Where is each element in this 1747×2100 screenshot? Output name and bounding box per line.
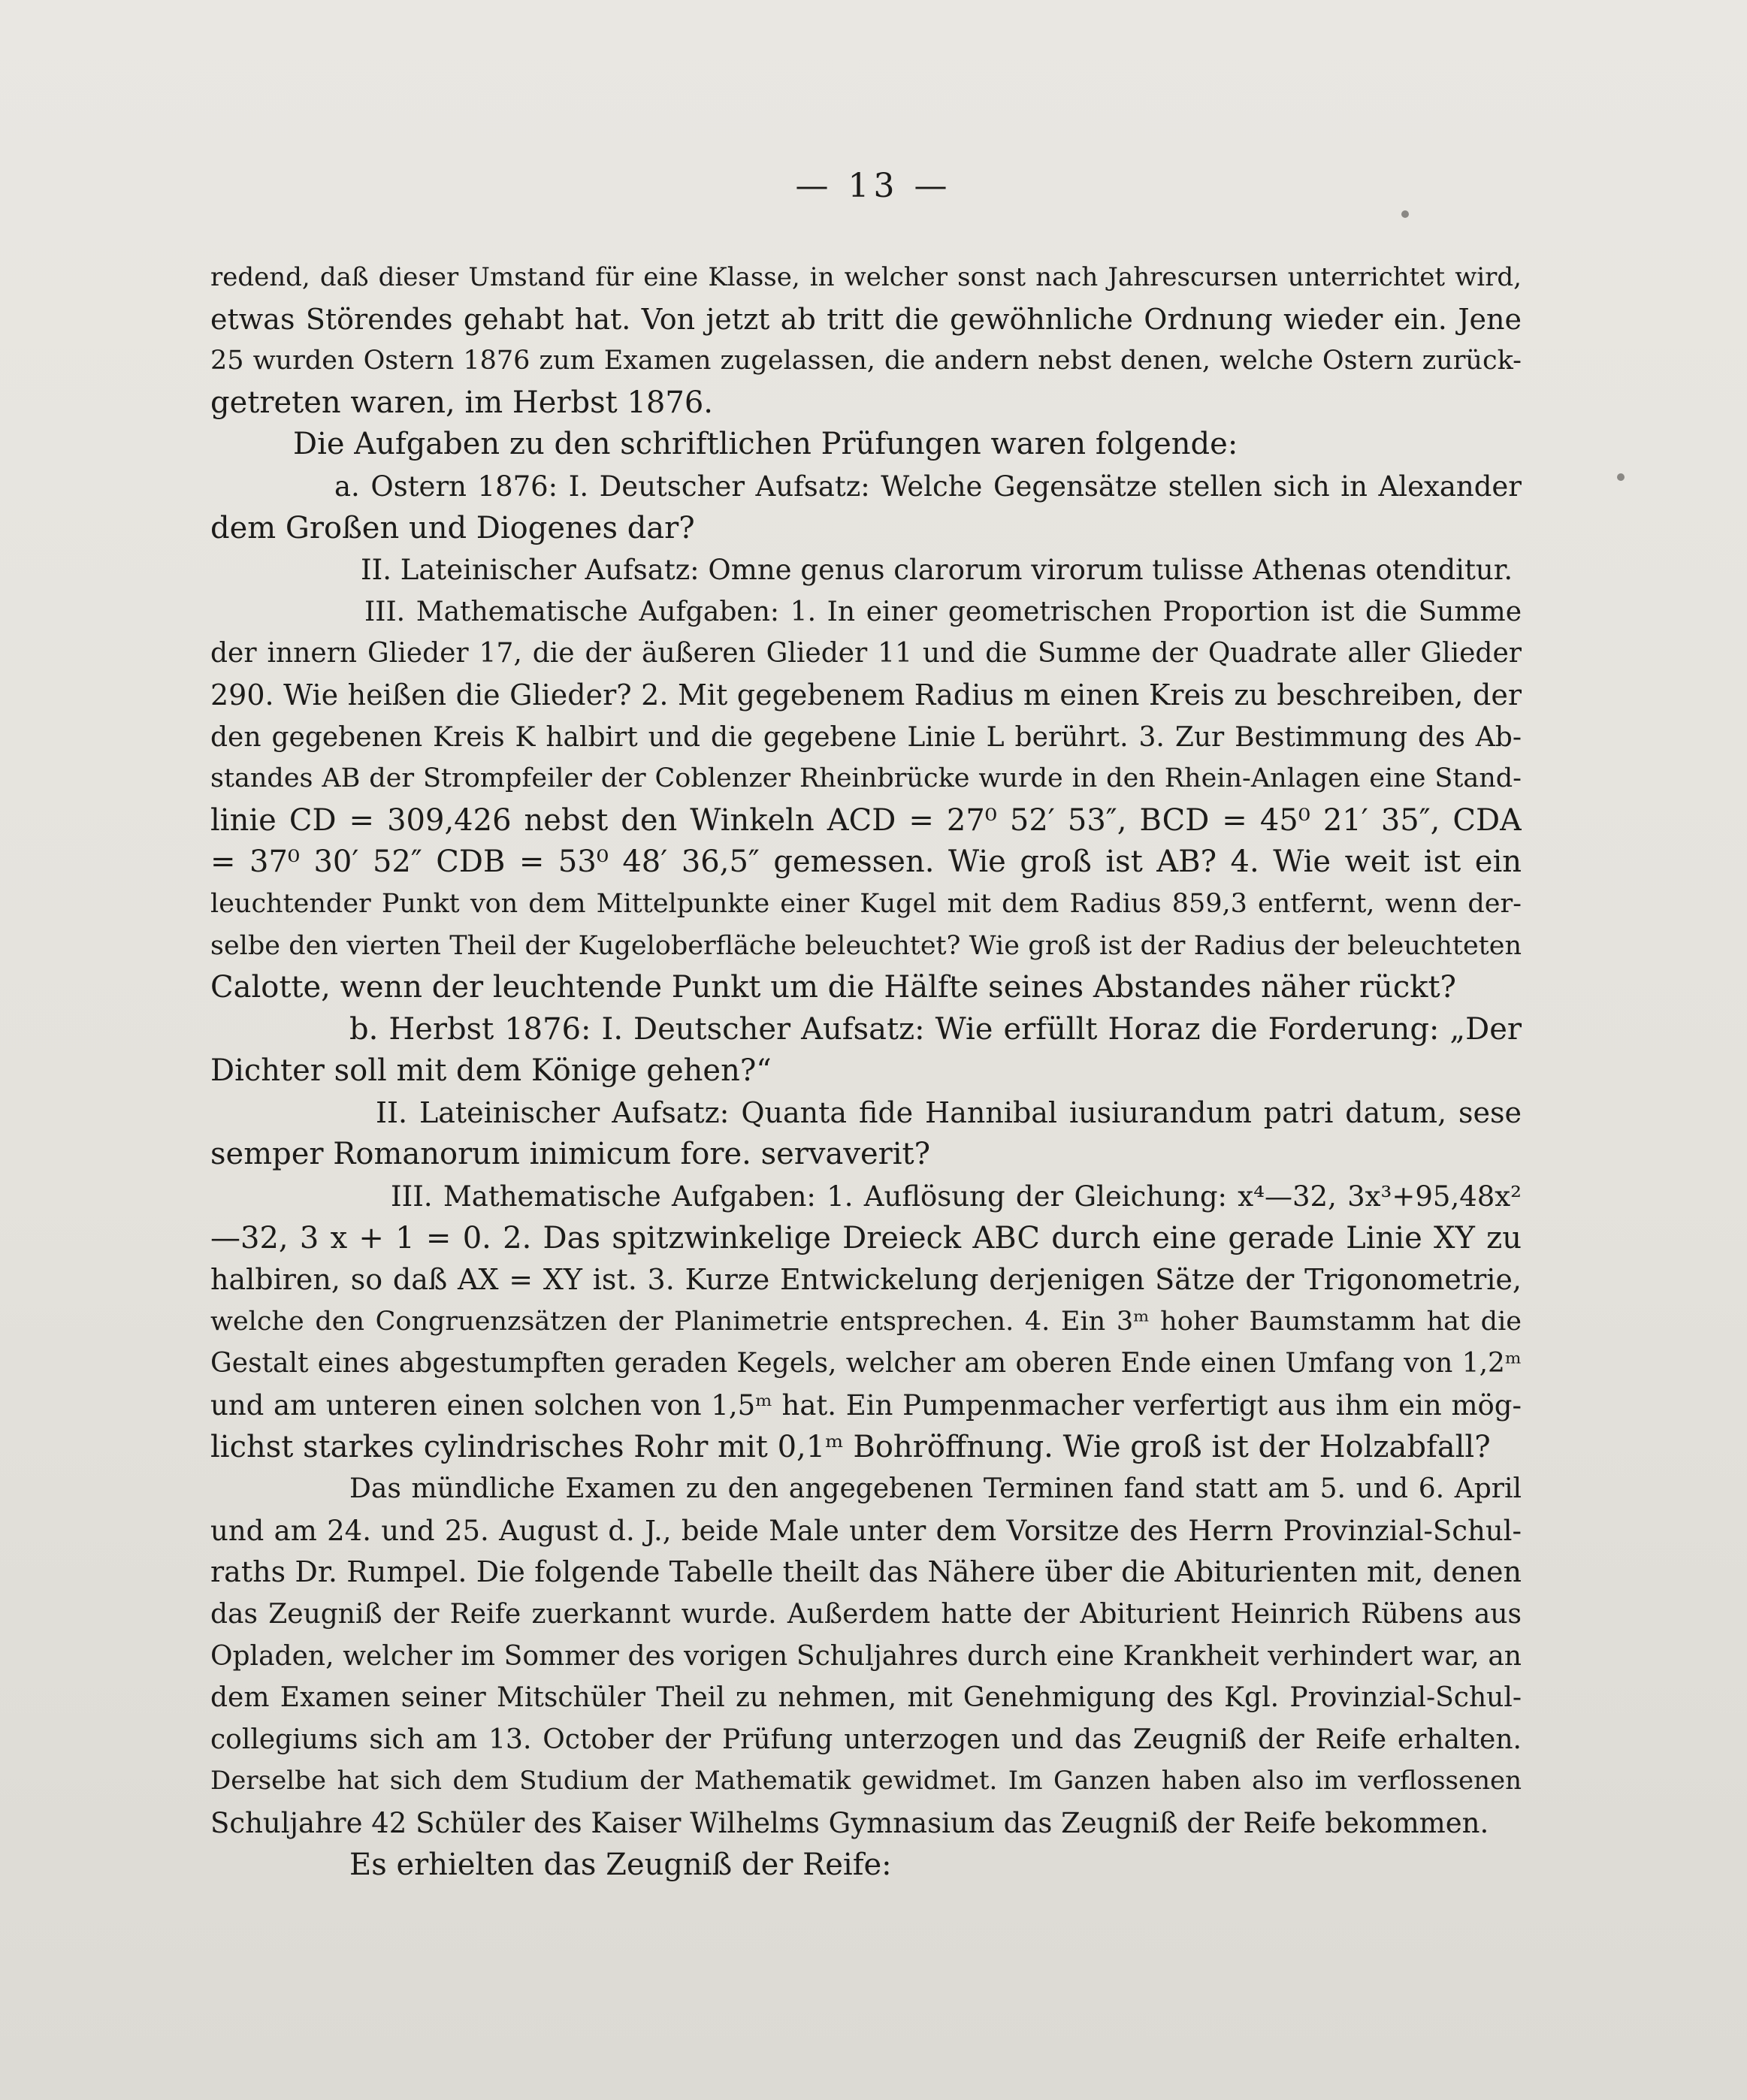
- page-number: — 13 —: [795, 167, 952, 205]
- text-line: collegiums sich am 13. October der Prüfung unterzogen und das Zeugniß der Reife erhalten.: [210, 1724, 1522, 1755]
- text-line: das Zeugniß der Reife zuerkannt wurde. Außerdem hatte der Abiturient Heinrich Rübens aus: [210, 1599, 1522, 1630]
- text-line: raths Dr. Rumpel. Die folgende Tabelle theilt das Nähere über die Abiturienten mit, denen: [210, 1555, 1522, 1589]
- text-line: der innern Glieder 17, die der äußeren Glieder 11 und die Summe der Quadrate aller Glieder: [210, 638, 1522, 669]
- text-line: linie CD = 309,426 nebst den Winkeln ACD = 27⁰ 52′ 53″, BCD = 45⁰ 21′ 35″, CDA: [210, 802, 1522, 838]
- text-line: II. Lateinischer Aufsatz: Quanta fide Hannibal iusiurandum patri datum, sese: [376, 1095, 1522, 1129]
- text-line: a. Ostern 1876: I. Deutscher Aufsatz: Welche Gegensätze stellen sich in Alexander: [334, 470, 1522, 503]
- text-line: III. Mathematische Aufgaben: 1. In einer geometrischen Proportion ist die Summe: [364, 596, 1522, 627]
- text-line: getreten waren, im Herbst 1876.: [210, 385, 713, 420]
- ink-speck: [1617, 473, 1625, 481]
- text-line: halbiren, so daß AX = XY ist. 3. Kurze Entwickelung derjenigen Sätze der Trigonometrie,: [210, 1263, 1522, 1297]
- text-line: = 37⁰ 30′ 52″ CDB = 53⁰ 48′ 36,5″ gemessen. Wie groß ist AB? 4. Wie weit ist ein: [210, 845, 1522, 880]
- text-line: standes AB der Strompfeiler der Coblenzer Rheinbrücke wurde in den Rhein-Anlagen eine Stand-: [210, 763, 1522, 794]
- text-line: etwas Störendes gehabt hat. Von jetzt ab tritt die gewöhnliche Ordnung wieder ein. Jene: [210, 302, 1522, 336]
- text-line: b. Herbst 1876: I. Deutscher Aufsatz: Wie erfüllt Horaz die Forderung: „Der: [349, 1011, 1522, 1047]
- text-line: dem Examen seiner Mitschüler Theil zu nehmen, mit Genehmigung des Kgl. Provinzial-Schul-: [210, 1682, 1522, 1714]
- text-line: Gestalt eines abgestumpften geraden Kegels, welcher am oberen Ende einen Umfang von 1,2ᵐ: [210, 1348, 1522, 1379]
- text-line: 290. Wie heißen die Glieder? 2. Mit gegebenem Radius m einen Kreis zu beschreiben, der: [210, 678, 1522, 712]
- body-text: [210, 257, 1522, 1886]
- text-line: lichst starkes cylindrisches Rohr mit 0,1ᵐ Bohröffnung. Wie groß ist der Holzabfall?: [210, 1429, 1491, 1464]
- text-line: —32, 3 x + 1 = 0. 2. Das spitzwinkelige Dreieck ABC durch eine gerade Linie XY zu: [210, 1220, 1522, 1255]
- text-line: redend, daß dieser Umstand für eine Klasse, in welcher sonst nach Jahrescursen unterrichtet wird,: [210, 262, 1522, 292]
- text-line: III. Mathematische Aufgaben: 1. Auflösung der Gleichung: x⁴—32, 3x³+95,48x²: [391, 1180, 1522, 1213]
- bleed-through-marks: [751, 225, 787, 260]
- text-line: Calotte, wenn der leuchtende Punkt um die Hälfte seines Abstandes näher rückt?: [210, 970, 1456, 1005]
- text-line: und am unteren einen solchen von 1,5ᵐ hat. Ein Pumpenmacher verfertigt aus ihm ein mög-: [210, 1389, 1522, 1422]
- text-line: Es erhielten das Zeugniß der Reife:: [349, 1847, 892, 1882]
- text-line: 25 wurden Ostern 1876 zum Examen zugelassen, die andern nebst denen, welche Ostern zurück-: [210, 346, 1522, 376]
- text-line: Dichter soll mit dem Könige gehen?“: [210, 1053, 772, 1089]
- text-line: und am 24. und 25. August d. J., beide Male unter dem Vorsitze des Herrn Provinzial-Schul-: [210, 1514, 1522, 1547]
- text-line: Derselbe hat sich dem Studium der Mathematik gewidmet. Im Ganzen haben also im verflossenen: [210, 1766, 1522, 1796]
- ink-speck: [1401, 210, 1409, 218]
- text-line: II. Lateinischer Aufsatz: Omne genus clarorum virorum tulisse Athenas otenditur.: [361, 554, 1513, 587]
- text-line: Schuljahre 42 Schüler des Kaiser Wilhelms Gymnasium das Zeugniß der Reife bekommen.: [210, 1806, 1489, 1839]
- text-line: Opladen, welcher im Sommer des vorigen Schuljahres durch eine Krankheit verhindert war, an: [210, 1640, 1522, 1672]
- text-line: Das mündliche Examen zu den angegebenen Terminen fand statt am 5. und 6. April: [349, 1473, 1522, 1505]
- text-line: dem Großen und Diogenes dar?: [210, 510, 695, 545]
- text-line: den gegebenen Kreis K halbirt und die gegebene Linie L berührt. 3. Zur Bestimmung des Ab-: [210, 721, 1522, 753]
- text-line: welche den Congruenzsätzen der Planimetrie entsprechen. 4. Ein 3ᵐ hoher Baumstamm hat die: [210, 1306, 1522, 1337]
- text-line: leuchtender Punkt von dem Mittelpunkte einer Kugel mit dem Radius 859,3 entfernt, wenn der-: [210, 888, 1522, 919]
- text-line: semper Romanorum inimicum fore. servaverit?: [210, 1137, 931, 1172]
- text-line: selbe den vierten Theil der Kugeloberfläche beleuchtet? Wie groß ist der Radius der beleuchteten: [210, 930, 1522, 961]
- text-line: Die Aufgaben zu den schriftlichen Prüfungen waren folgende:: [293, 427, 1238, 462]
